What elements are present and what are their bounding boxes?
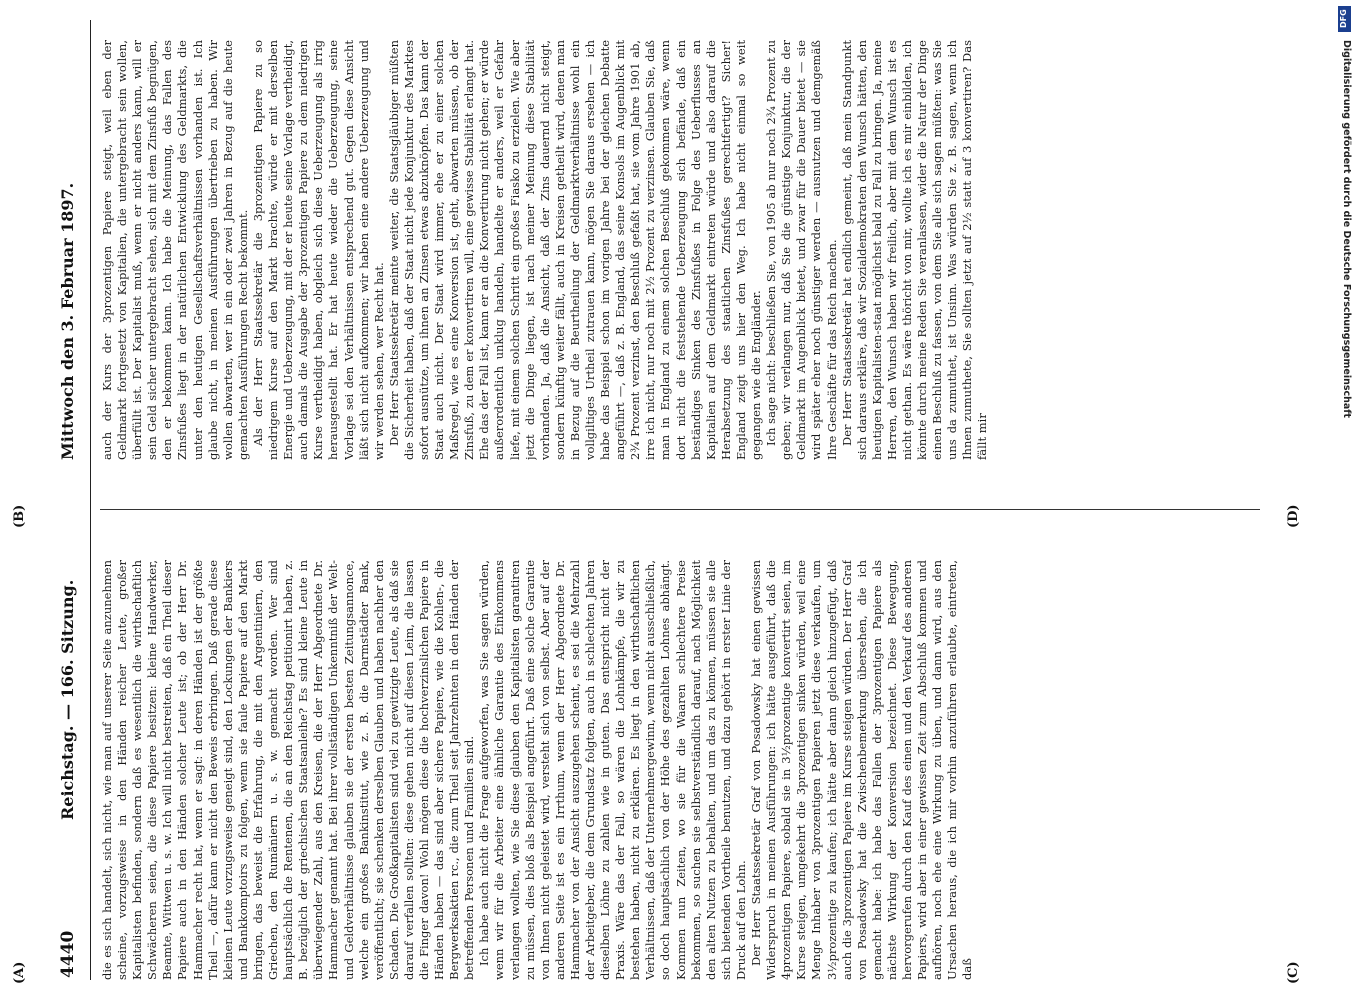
- page-number: 4440: [58, 930, 78, 978]
- right-column: [100, 40, 1260, 460]
- paragraph: Der Herr Staatssekretär hat endlich gemeint, daß mein Standpunkt sich daraus erkläre, daß wir Sozialdemokraten den Wunsch hätten, den heutigen Kapitalisten-staat möglichst bald zu Fall zu bringen. Ja, meine Herren, den Wunsch haben wir freilich, aber mit dem Wunsch ist es nicht gethan. Es wäre thöricht von mir, wollte ich es mir einbilden, ich könnte durch meine Reden Sie veranlassen, wider die Natur der Dinge einen Beschluß zu fassen, von dem Sie alle sich sagen müßten: was Sie uns da zumuthet, ist Unsinn. Was würden Sie z. B. sagen, wenn ich Ihnen zumuthete, Sie sollten jetzt auf 2½ statt auf 3 konvertiren? Das fällt mir: [839, 40, 990, 460]
- rotated-page-content: [12, 20, 1301, 984]
- paragraph: Der Herr Staatssekretär Graf von Posadowsky hat einen gewissen Widerspruch in meinen Ausführungen: ich hätte ausgeführt, daß die 4prozentigen Papiere, sobald sie in 3½prozentige konvertirt seien, im Kurse steigen, umgekehrt die 3prozentigen sinken würden, weil eine Menge Inhaber von 3prozentigen Papieren jetzt diese verkaufen, um 3½prozentige zu kaufen; ich hätte aber dann gleich hinzugefügt, daß auch die 3prozentigen Papiere im Kurse steigen würden. Der Herr Graf von Posadowsky hat die Zwischenbemerkung übersehen, die ich gemacht habe: ich habe das Fallen der 3prozentigen Papiere als nächste Wirkung der Konversion bezeichnet. Diese Bewegung, hervorgerufen durch den Kauf des einen und den Verkauf des anderen Papiers, wird aber in einer gewissen Zeit zum Abschluß kommen und aufhören, noch ehe eine Wirkung zu üben, und dann wird, aus den Ursachen heraus, die ich mir vorhin anzuführen erlaubte, eintreten, daß: [749, 560, 975, 980]
- paragraph: auch der Kurs der 3prozentigen Papiere steigt, weil eben der Geldmarkt fortgesetzt von Kapitalien, die untergebracht sein wollen, überfüllt ist. Der Kapitalist muß, wenn er nicht anders kann, will er sein Geld sicher untergebracht sehen, sich mit dem Zinsfuß begnügen, den er bekommen kann. Ich habe die Meinung, das Fallen des Zinsfußes liegt in der natürlichen Entwicklung des Geldmarkts, die unter den heutigen Gesellschaftsverhältnissen vorhanden ist. Ich glaube nicht, in meinen Ausführungen übertrieben zu haben. Wir wollen abwarten, wer in ein oder zwei Jahren in Bezug auf die heute gemachten Ausführungen Recht bekommt.: [100, 40, 250, 460]
- column-divider: [100, 509, 1260, 510]
- paragraph: Ich sage nicht: beschließen Sie, von 1905 ab nur noch 2¾ Prozent zu geben; wir verlangen nur, daß Sie die günstige Konjunktur, die der Geldmarkt im Augenblick bietet, und zwar für die Dauer bietet — sie wird später eher noch günstiger werden — ausnutzen und demgemäß Ihre Geschäfte für das Reich machen.: [764, 40, 839, 460]
- dfg-logo: [1338, 6, 1351, 32]
- left-column: [100, 560, 1260, 980]
- dfg-logo-text: DFG: [1339, 9, 1348, 28]
- header-date: Mittwoch den 3. Februar 1897.: [58, 182, 77, 460]
- margin-marker-b: (B): [12, 504, 27, 528]
- page-header: [58, 20, 86, 980]
- header-rule: [90, 20, 91, 980]
- paragraph: die es sich handelt, sich nicht, wie man auf unserer Seite anzunehmen scheine, vorzugsweise in den Händen reicher Leute, großer Kapitalisten befinden, sondern daß es wesentlich die wirthschaftlich Schwächeren seien, die diese Papiere besitzen: kleine Handwerker, Beamte, Wittwen u. s. w. Ich will nicht bestreiten, daß ein Theil dieser Papiere auch in den Händen solcher Leute ist; ob der Herr Dr. Hammacher recht hat, wenn er sagt: in deren Händen ist der größte Theil —, dafür kann er nicht den Beweis erbringen. Daß gerade diese kleinen Leute vorzugsweise geneigt sind, den Lockungen der Bankiers und Bankkomptoirs zu folgen, wenn sie faule Papiere auf den Markt bringen, das beweist die Erfahrung, die mit den Argentiniern, den Griechen, den Rumäniern u. s. w. gemacht worden. Wer sind hauptsächlich die Rentenen, die an den Reichstag petitionirt haben, z. B. bezüglich der griechischen Staatsanleihe? Es sind kleine Leute in überwiegender Zahl, aus den Kreisen, die der Herr Abgeordnete Dr. Hammacher genannt hat. Bei ihrer vollständigen Unkenntniß der Welt- und Geldverhältnisse glauben sie der ersten besten Zeitungsannonce, welche ein großes Bankinstitut, wie z. B. die Darmstädter Bank, veröffentlicht; sie schenken derselben Glauben und haben nachher den Schaden. Die Großkapitalisten sind viel zu gewitzigte Leute, als daß sie darauf verfallen sollten: diese gehen nicht auf diesen Leim, die lassen die Finger davon! Wohl mögen diese die hochverzinslichen Papiere in Händen haben — das sind aber sichere Papiere, wie die Kohlen-, die Bergwerksaktien rc., die zum Theil seit Jahrzehnten in den Händen der betreffenden Personen und Familien sind.: [100, 560, 477, 980]
- paragraph: Als der Herr Staatssekretär die 3prozentigen Papiere zu so niedrigem Kurse auf den Markt brachte, würde er mit derselben Energie und Ueberzeugung, mit der er heute seine Vorlage vertheidigt, auch damals die Ausgabe der 3prozentigen Papiere zu dem niedrigen Kurse vertheidigt haben, obgleich sich diese Ueberzeugung als irrig herausgestellt hat. Er hat heute wieder die Ueberzeugung, seine Vorlage sei den Verhältnissen entsprechend gut. Gegen diese Ansicht läßt sich nicht aufkommen; wir haben eine andere Ueberzeugung und wir werden sehen, wer Recht hat.: [250, 40, 386, 460]
- header-title: Reichstag. — 166. Sitzung.: [58, 579, 77, 820]
- digitization-note: [1339, 40, 1353, 640]
- digitization-note-text: Digitalisierung gefördert durch die Deutsche Forschungsgemeinschaft: [1341, 40, 1352, 418]
- paragraph: Der Herr Staatssekretär meinte weiter, die Staatsgläubiger müßten die Sicherheit haben, daß der Staat nicht jede Konjunktur des Marktes sofort ausnütze, um ihnen an Zinsen etwas abzuknöpfen. Das kann der Staat auch nicht. Der Staat wird immer, ehe er zu einer solchen Maßregel, wie es eine Konversion ist, geht, abwarten müssen, ob der Zinsfuß, zu dem er konvertiren will, eine gewisse Stabilität erlangt hat. Ehe das der Fall ist, kann er an die Konvertirung nicht gehen; er würde außerordentlich unklug handeln, handelte er anders, weil er Gefahr liefe, mit einem solchen Schritt ein großes Fiasko zu erzielen. Wie aber jetzt die Dinge liegen, ist nach meiner Meinung diese Stabilität vorhanden. Ja, daß die Ansicht, daß der Zins dauernd nicht steigt, sondern künftig weiter fällt, auch in Kreisen getheilt wird, denen man in Bezug auf die Beurtheilung der Geldmarktverhältnisse wohl ein vollgiltiges Urtheil zutrauen kann, mögen Sie daraus ersehen — ich habe das Beispiel schon im vorigen Jahre bei der gleichen Debatte angeführt —, daß z. B. England, das seine Konsols im Augenblick mit 2¾ Prozent verzinst, den Beschluß gefaßt hat, sie vom Jahre 1901 ab, irre ich nicht, nur noch mit 2½ Prozent zu verzinsen. Glauben Sie, daß man in England zu einem solchen Beschluß gekommen wäre, wenn dort nicht die feststehende Ueberzeugung sich befände, daß ein beständiges Sinken des Zinsfußes in Folge des Ueberflusses an Kapitalien auf dem Geldmarkt eintreten würde und also darauf die Herabsetzung des staatlichen Zinsfußes gerechtfertigt? Sicher! England zeigt uns hier den Weg. Ich habe nicht einmal so weit gegangen wie die Engländer.: [386, 40, 764, 460]
- margin-marker-c: (C): [1286, 961, 1301, 984]
- paragraph: Ich habe auch nicht die Frage aufgeworfen, was Sie sagen würden, wenn wir für die Arbeiter eine ähnliche Garantie des Einkommens verlangen wollten, wie Sie diese glauben den Kapitalisten garantiren zu müssen, dies bloß als Beispiel angeführt. Daß eine solche Garantie von Ihnen nicht geleistet wird, versteht sich von selbst. Aber auf der anderen Seite ist es ein Irrthum, wenn der Herr Abgeordnete Dr. Hammacher von der Ansicht auszugehen scheint, es sei die Mehrzahl der Arbeitgeber, die dem Grundsatz folgten, auch in schlechten Jahren dieselben Löhne zu zahlen wie in guten. Das entspricht nicht der Praxis. Wäre das der Fall, so wären die Lohnkämpfe, die wir zu bestehen haben, nicht zu erklären. Es liegt in den wirthschaftlichen Verhältnissen, daß der Unternehmergewinn, wenn nicht ausschließlich, so doch hauptsächlich von der Höhe des gezahlten Lohnes abhängt. Kommen nun Zeiten, wo sie für die Waaren schlechtere Preise bekommen, so suchen sie selbstverständlich darauf, nach Möglichkeit den alten Nutzen zu behalten, und um das zu können, müssen sie alle sich bietenden Vortheile benutzen, und dazu gehört in erster Linie der Druck auf den Lohn.: [477, 560, 748, 980]
- margin-marker-a: (A): [12, 961, 27, 984]
- margin-marker-d: (D): [1286, 504, 1301, 528]
